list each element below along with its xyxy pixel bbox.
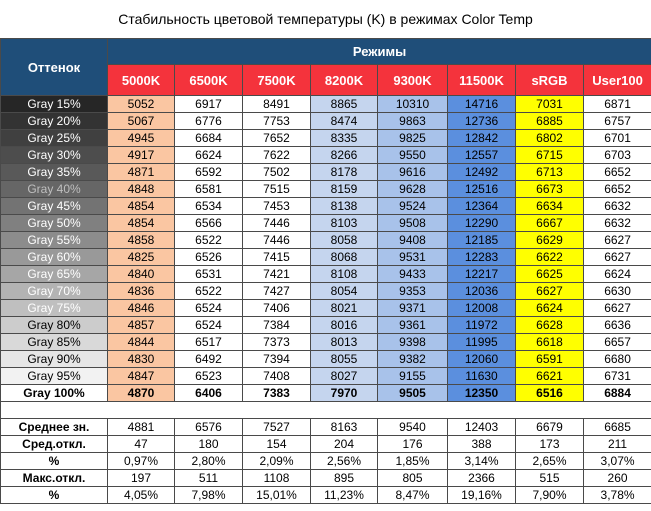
value-cell: 6523 xyxy=(175,368,243,385)
value-cell: 7384 xyxy=(243,317,311,334)
value-cell: 6713 xyxy=(516,164,584,181)
value-cell: 6621 xyxy=(516,368,584,385)
value-cell: 8068 xyxy=(311,249,378,266)
value-cell: 6592 xyxy=(175,164,243,181)
value-cell: 11995 xyxy=(448,334,516,351)
value-cell: 5052 xyxy=(108,96,175,113)
value-cell: 12290 xyxy=(448,215,516,232)
value-cell: 8013 xyxy=(311,334,378,351)
value-cell: 7031 xyxy=(516,96,584,113)
table-row xyxy=(1,266,651,283)
value-cell: 12036 xyxy=(448,283,516,300)
row-label: Gray 90% xyxy=(1,351,108,368)
value-cell: 4847 xyxy=(108,368,175,385)
value-cell: 6406 xyxy=(175,385,243,402)
stats-row xyxy=(1,470,651,487)
value-cell: 9353 xyxy=(378,283,448,300)
value-cell: 4858 xyxy=(108,232,175,249)
stats-cell: 7,98% xyxy=(175,487,243,504)
value-cell: 12842 xyxy=(448,130,516,147)
table-row xyxy=(1,181,651,198)
row-label: Gray 75% xyxy=(1,300,108,317)
table-row xyxy=(1,198,651,215)
value-cell: 6524 xyxy=(175,317,243,334)
value-cell: 6624 xyxy=(516,300,584,317)
value-cell: 9863 xyxy=(378,113,448,130)
table-row xyxy=(1,283,651,300)
value-cell: 6634 xyxy=(516,198,584,215)
stats-cell: 180 xyxy=(175,436,243,453)
table-row xyxy=(1,113,651,130)
value-cell: 7446 xyxy=(243,232,311,249)
stats-label: Среднее зн. xyxy=(1,419,108,436)
stats-cell: 3,07% xyxy=(584,453,651,470)
value-cell: 12364 xyxy=(448,198,516,215)
value-cell: 4836 xyxy=(108,283,175,300)
stats-cell: 173 xyxy=(516,436,584,453)
stats-row xyxy=(1,487,651,504)
value-cell: 7421 xyxy=(243,266,311,283)
stats-cell: 515 xyxy=(516,470,584,487)
value-cell: 12283 xyxy=(448,249,516,266)
value-cell: 6632 xyxy=(584,198,651,215)
row-label: Gray 80% xyxy=(1,317,108,334)
value-cell: 8266 xyxy=(311,147,378,164)
value-cell: 6628 xyxy=(516,317,584,334)
stats-cell: 204 xyxy=(311,436,378,453)
value-cell: 9524 xyxy=(378,198,448,215)
value-cell: 12217 xyxy=(448,266,516,283)
value-cell: 6627 xyxy=(516,283,584,300)
value-cell: 6517 xyxy=(175,334,243,351)
value-cell: 7622 xyxy=(243,147,311,164)
value-cell: 6624 xyxy=(584,266,651,283)
value-cell: 7415 xyxy=(243,249,311,266)
value-cell: 11972 xyxy=(448,317,516,334)
value-cell: 7427 xyxy=(243,283,311,300)
value-cell: 11630 xyxy=(448,368,516,385)
value-cell: 6667 xyxy=(516,215,584,232)
value-cell: 5067 xyxy=(108,113,175,130)
stats-cell: 2,65% xyxy=(516,453,584,470)
value-cell: 6871 xyxy=(584,96,651,113)
table-row xyxy=(1,300,651,317)
stats-label: % xyxy=(1,453,108,470)
table-row xyxy=(1,232,651,249)
stats-cell: 805 xyxy=(378,470,448,487)
value-cell: 4945 xyxy=(108,130,175,147)
value-cell: 6715 xyxy=(516,147,584,164)
stats-label: Макс.откл. xyxy=(1,470,108,487)
table-row xyxy=(1,249,651,266)
value-cell: 8027 xyxy=(311,368,378,385)
value-cell: 6701 xyxy=(584,130,651,147)
stats-cell: 260 xyxy=(584,470,651,487)
value-cell: 7394 xyxy=(243,351,311,368)
value-cell: 6534 xyxy=(175,198,243,215)
value-cell: 4917 xyxy=(108,147,175,164)
value-cell: 6885 xyxy=(516,113,584,130)
value-cell: 9825 xyxy=(378,130,448,147)
value-cell: 6566 xyxy=(175,215,243,232)
value-cell: 6624 xyxy=(175,147,243,164)
value-cell: 4848 xyxy=(108,181,175,198)
stats-cell: 7,90% xyxy=(516,487,584,504)
value-cell: 4846 xyxy=(108,300,175,317)
value-cell: 8159 xyxy=(311,181,378,198)
value-cell: 4840 xyxy=(108,266,175,283)
value-cell: 7406 xyxy=(243,300,311,317)
value-cell: 6757 xyxy=(584,113,651,130)
value-cell: 8138 xyxy=(311,198,378,215)
value-cell: 12492 xyxy=(448,164,516,181)
value-cell: 6657 xyxy=(584,334,651,351)
value-cell: 9508 xyxy=(378,215,448,232)
column-header: 7500K xyxy=(243,65,311,96)
value-cell: 6884 xyxy=(584,385,651,402)
value-cell: 7383 xyxy=(243,385,311,402)
row-label: Gray 95% xyxy=(1,368,108,385)
stats-cell: 4881 xyxy=(108,419,175,436)
value-cell: 6703 xyxy=(584,147,651,164)
stats-cell: 2,80% xyxy=(175,453,243,470)
value-cell: 6629 xyxy=(516,232,584,249)
value-cell: 8335 xyxy=(311,130,378,147)
value-cell: 7502 xyxy=(243,164,311,181)
table-row xyxy=(1,334,651,351)
chart-title: Стабильность цветовой температуры (K) в режимах Color Temp xyxy=(118,11,533,27)
value-cell: 12516 xyxy=(448,181,516,198)
value-cell: 6636 xyxy=(584,317,651,334)
stats-cell: 7527 xyxy=(243,419,311,436)
row-label: Gray 20% xyxy=(1,113,108,130)
row-label: Gray 15% xyxy=(1,96,108,113)
stats-cell: 895 xyxy=(311,470,378,487)
row-label: Gray 65% xyxy=(1,266,108,283)
value-cell: 12350 xyxy=(448,385,516,402)
stats-cell: 211 xyxy=(584,436,651,453)
row-label: Gray 45% xyxy=(1,198,108,215)
value-cell: 8474 xyxy=(311,113,378,130)
stats-cell: 1,85% xyxy=(378,453,448,470)
group-header: Режимы xyxy=(108,39,651,65)
table-row xyxy=(1,385,651,402)
value-cell: 10310 xyxy=(378,96,448,113)
value-cell: 6622 xyxy=(516,249,584,266)
table-row xyxy=(1,351,651,368)
stats-cell: 12403 xyxy=(448,419,516,436)
row-label: Gray 55% xyxy=(1,232,108,249)
value-cell: 9361 xyxy=(378,317,448,334)
column-header: sRGB xyxy=(516,65,584,96)
column-header: 5000K xyxy=(108,65,175,96)
value-cell: 12736 xyxy=(448,113,516,130)
stats-cell: 3,14% xyxy=(448,453,516,470)
value-cell: 6776 xyxy=(175,113,243,130)
value-cell: 9382 xyxy=(378,351,448,368)
value-cell: 7515 xyxy=(243,181,311,198)
value-cell: 6673 xyxy=(516,181,584,198)
value-cell: 6632 xyxy=(584,215,651,232)
value-cell: 9398 xyxy=(378,334,448,351)
value-cell: 6731 xyxy=(584,368,651,385)
value-cell: 6516 xyxy=(516,385,584,402)
value-cell: 6524 xyxy=(175,300,243,317)
value-cell: 4844 xyxy=(108,334,175,351)
stats-cell: 8163 xyxy=(311,419,378,436)
stats-cell: 1108 xyxy=(243,470,311,487)
value-cell: 4830 xyxy=(108,351,175,368)
value-cell: 9155 xyxy=(378,368,448,385)
value-cell: 4825 xyxy=(108,249,175,266)
value-cell: 4857 xyxy=(108,317,175,334)
table-row xyxy=(1,164,651,181)
value-cell: 7970 xyxy=(311,385,378,402)
row-header: Оттенок xyxy=(1,39,108,96)
stats-cell: 4,05% xyxy=(108,487,175,504)
stats-cell: 6576 xyxy=(175,419,243,436)
table-row xyxy=(1,317,651,334)
stats-cell: 511 xyxy=(175,470,243,487)
value-cell: 6627 xyxy=(584,249,651,266)
column-header: 9300K xyxy=(378,65,448,96)
value-cell: 6591 xyxy=(516,351,584,368)
value-cell: 7652 xyxy=(243,130,311,147)
column-header: User100 xyxy=(584,65,651,96)
value-cell: 6625 xyxy=(516,266,584,283)
table-row xyxy=(1,368,651,385)
value-cell: 8021 xyxy=(311,300,378,317)
value-cell: 4871 xyxy=(108,164,175,181)
stats-cell: 2,09% xyxy=(243,453,311,470)
stats-row xyxy=(1,453,651,470)
row-label: Gray 60% xyxy=(1,249,108,266)
table-row xyxy=(1,215,651,232)
stats-row xyxy=(1,419,651,436)
spacer-row xyxy=(1,402,651,419)
row-label: Gray 30% xyxy=(1,147,108,164)
row-label: Gray 85% xyxy=(1,334,108,351)
value-cell: 6684 xyxy=(175,130,243,147)
data-table xyxy=(0,38,651,504)
value-cell: 7753 xyxy=(243,113,311,130)
value-cell: 12060 xyxy=(448,351,516,368)
column-header: 6500K xyxy=(175,65,243,96)
value-cell: 6531 xyxy=(175,266,243,283)
value-cell: 8491 xyxy=(243,96,311,113)
value-cell: 6627 xyxy=(584,300,651,317)
value-cell: 6581 xyxy=(175,181,243,198)
value-cell: 14716 xyxy=(448,96,516,113)
value-cell: 6652 xyxy=(584,181,651,198)
value-cell: 4870 xyxy=(108,385,175,402)
stats-cell: 8,47% xyxy=(378,487,448,504)
stats-cell: 19,16% xyxy=(448,487,516,504)
stats-cell: 154 xyxy=(243,436,311,453)
value-cell: 6492 xyxy=(175,351,243,368)
value-cell: 6526 xyxy=(175,249,243,266)
value-cell: 6630 xyxy=(584,283,651,300)
value-cell: 9433 xyxy=(378,266,448,283)
value-cell: 6522 xyxy=(175,283,243,300)
value-cell: 6652 xyxy=(584,164,651,181)
value-cell: 8016 xyxy=(311,317,378,334)
stats-cell: 2,56% xyxy=(311,453,378,470)
stats-cell: 2366 xyxy=(448,470,516,487)
stats-cell: 0,97% xyxy=(108,453,175,470)
value-cell: 12185 xyxy=(448,232,516,249)
value-cell: 8103 xyxy=(311,215,378,232)
table-row xyxy=(1,96,651,113)
value-cell: 7373 xyxy=(243,334,311,351)
value-cell: 8058 xyxy=(311,232,378,249)
value-cell: 6802 xyxy=(516,130,584,147)
value-cell: 8178 xyxy=(311,164,378,181)
row-label: Gray 40% xyxy=(1,181,108,198)
value-cell: 6680 xyxy=(584,351,651,368)
value-cell: 9371 xyxy=(378,300,448,317)
stats-cell: 3,78% xyxy=(584,487,651,504)
value-cell: 8054 xyxy=(311,283,378,300)
table-row xyxy=(1,130,651,147)
value-cell: 9408 xyxy=(378,232,448,249)
value-cell: 9550 xyxy=(378,147,448,164)
value-cell: 4854 xyxy=(108,198,175,215)
value-cell: 7408 xyxy=(243,368,311,385)
value-cell: 9531 xyxy=(378,249,448,266)
column-header: 8200K xyxy=(311,65,378,96)
stats-cell: 6685 xyxy=(584,419,651,436)
stats-cell: 47 xyxy=(108,436,175,453)
value-cell: 12008 xyxy=(448,300,516,317)
stats-cell: 11,23% xyxy=(311,487,378,504)
stats-cell: 15,01% xyxy=(243,487,311,504)
stats-cell: 176 xyxy=(378,436,448,453)
value-cell: 6917 xyxy=(175,96,243,113)
value-cell: 9505 xyxy=(378,385,448,402)
column-header: 11500K xyxy=(448,65,516,96)
table-row xyxy=(1,147,651,164)
value-cell: 6627 xyxy=(584,232,651,249)
value-cell: 4854 xyxy=(108,215,175,232)
stats-row xyxy=(1,436,651,453)
value-cell: 9628 xyxy=(378,181,448,198)
stats-cell: 9540 xyxy=(378,419,448,436)
stats-cell: 388 xyxy=(448,436,516,453)
value-cell: 6522 xyxy=(175,232,243,249)
stats-label: % xyxy=(1,487,108,504)
value-cell: 8865 xyxy=(311,96,378,113)
stats-cell: 6679 xyxy=(516,419,584,436)
row-label: Gray 35% xyxy=(1,164,108,181)
value-cell: 7453 xyxy=(243,198,311,215)
stats-cell: 197 xyxy=(108,470,175,487)
row-label: Gray 100% xyxy=(1,385,108,402)
row-label: Gray 70% xyxy=(1,283,108,300)
value-cell: 8055 xyxy=(311,351,378,368)
row-label: Gray 25% xyxy=(1,130,108,147)
row-label: Gray 50% xyxy=(1,215,108,232)
value-cell: 6618 xyxy=(516,334,584,351)
value-cell: 12557 xyxy=(448,147,516,164)
value-cell: 9616 xyxy=(378,164,448,181)
value-cell: 8108 xyxy=(311,266,378,283)
stats-label: Сред.откл. xyxy=(1,436,108,453)
value-cell: 7446 xyxy=(243,215,311,232)
